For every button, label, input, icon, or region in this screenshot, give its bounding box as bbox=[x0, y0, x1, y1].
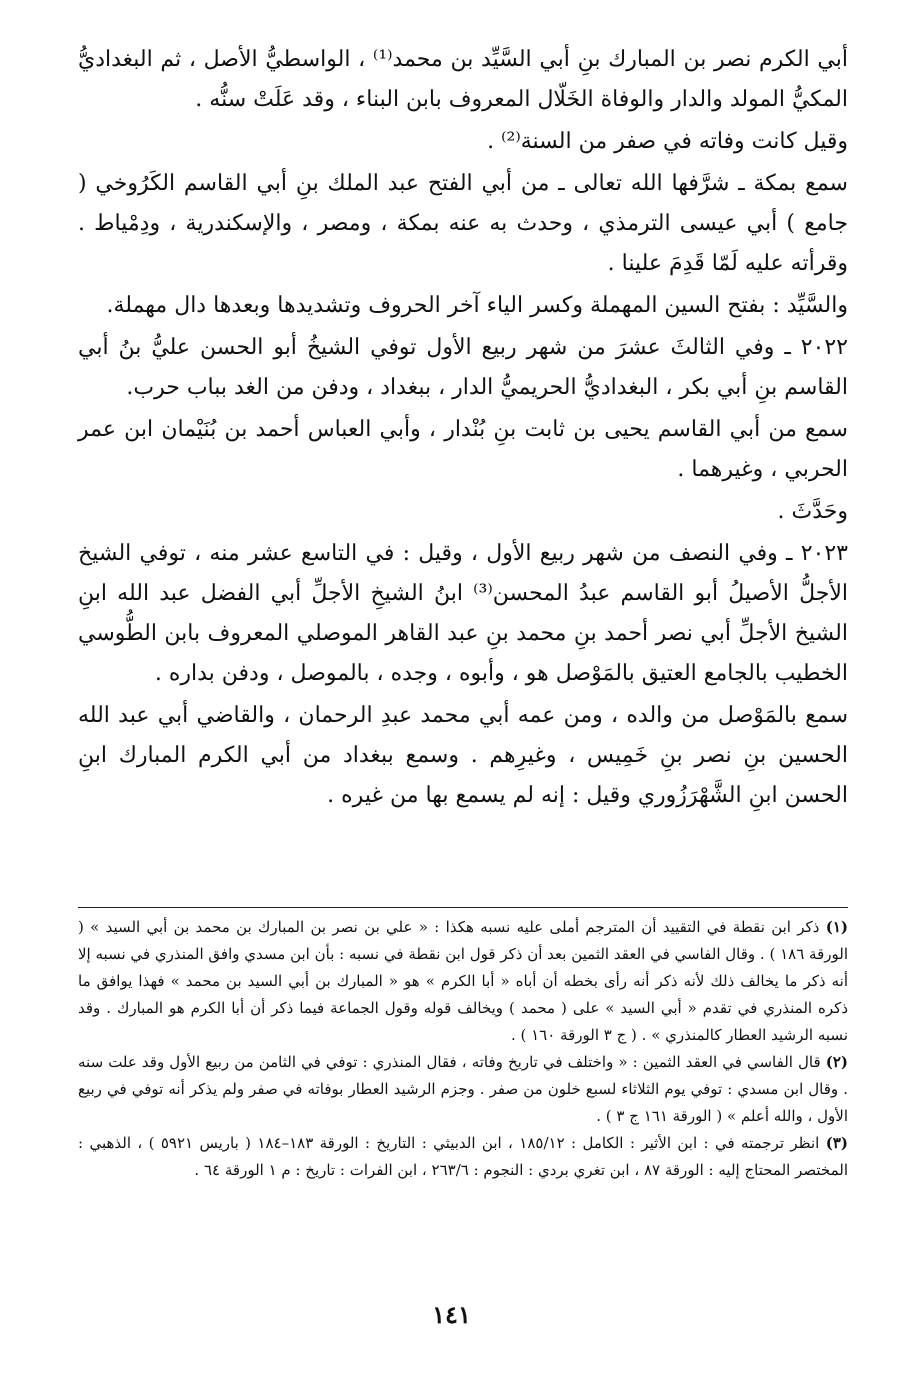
main-body bbox=[78, 40, 848, 816]
footnote-2 bbox=[78, 1049, 848, 1130]
paragraph-1: أبي الكرم نصر بن المبارك بنِ أبي السَّيِّد بن محمد⁽¹⁾ ، الواسطيُّ الأصل ، ثم البغداديُّ المكيُّ المولد والدار والوفاة الخَلّال المعروف بابن البناء ، وقد عَلَتْ سنُّه . bbox=[78, 47, 848, 112]
paragraph-7: وحَدَّثَ . bbox=[777, 499, 848, 524]
footnote-1 bbox=[78, 914, 848, 1049]
footnote-number: (١) bbox=[825, 918, 848, 936]
footnote-3 bbox=[78, 1130, 848, 1184]
paragraph-4: والسَّيِّد : بفتح السين المهملة وكسر الياء آخر الحروف وتشديدها وبعدها دال مهملة. bbox=[106, 293, 848, 318]
footnote-number: (٣) bbox=[825, 1134, 848, 1152]
entry-2022: ٢٠٢٢ ـ وفي الثالثَ عشرَ من شهر ربيع الأول توفي الشيخُ أبو الحسن عليُّ بنُ أبي القاسم بنِ أبي بكر ، البغداديُّ الحريميُّ الدار ، ببغداد ، ودفن من الغد بباب حرب. bbox=[78, 335, 848, 400]
footnote-number: (٢) bbox=[825, 1053, 848, 1071]
paragraph-3: سمع بمكة ـ شرَّفها الله تعالى ـ من أبي الفتح عبد الملك بنِ أبي القاسم الكَرُوخي ( جامع ) أبي عيسى الترمذي ، وحدث به عنه بمكة ، ومصر ، والإسكندرية ، ودِمْياط . وقرأته عليه لَمّا قَدِمَ علينا . bbox=[78, 171, 848, 276]
main-text bbox=[78, 40, 848, 816]
page-number: ١٤١ bbox=[432, 1300, 471, 1329]
footnote-text: انظر ترجمته في : ابن الأثير : الكامل : ١٨٥/١٢ ، ابن الدبيثي : التاريخ : الورقة ١٨٣–١٨٤ ( باريس ٥٩٢١ ) ، الذهبي : المختصر المحتاج إليه : الورقة ٨٧ ، ابن تغري بردي : النجوم : ٢٦٣/٦ ، ابن الفرات : تاريخ : م ١ الورقة ٦٤ . bbox=[78, 1134, 848, 1179]
footnotes bbox=[78, 914, 848, 1184]
paragraph-9: سمع بالمَوْصل من والده ، ومن عمه أبي محمد عبدِ الرحمان ، والقاضي أبي عبد الله الحسين بنِ نصر بنِ خَمِيس ، وغيرِهم . وسمع ببغداد من أبي الكرم المبارك ابنِ الحسن ابنِ الشَّهْرَزُوري وقيل : إنه لم يسمع بها من غيره . bbox=[78, 703, 848, 808]
footnote-divider bbox=[78, 907, 848, 908]
paragraph-6: سمع من أبي القاسم يحيى بن ثابت بنِ بُنْدار ، وأبي العباس أحمد بن بُنَيْمان ابن عمر الحربي ، وغيرهما . bbox=[78, 417, 848, 482]
entry-2023: ٢٠٢٣ ـ وفي النصف من شهر ربيع الأول ، وقيل : في التاسع عشر منه ، توفي الشيخ الأجلُّ الأصيلُ أبو القاسم عبدُ المحسن⁽³⁾ ابنُ الشيخِ الأجلِّ أبي الفضل عبد الله ابنِ الشيخ الأجلِّ أبي نصر أحمد بنِ محمد بنِ عبد القاهر الموصلي المعروف بابن الطُّوسي الخطيب بالجامع العتيق بالمَوْصل هو ، وأبوه ، وجده ، بالموصل ، ودفن بداره . bbox=[78, 541, 848, 686]
paragraph-2: وقيل كانت وفاته في صفر من السنة⁽²⁾ . bbox=[487, 129, 848, 154]
footnote-text: قال الفاسي في العقد الثمين : « واختلف في تاريخ وفاته ، فقال المنذري : توفي في الثامن من ربيع الأول وقد علت سنه . وقال ابن مسدي : توفي يوم الثلاثاء لسبع خلون من صفر . وجزم الرشيد العطار بوفاته في صفر ولم يذكر أنه توفي في ربيع الأول ، والله أعلم » ( الورقة ١٦١ ج ٣ ) . bbox=[78, 1053, 848, 1125]
footnote-text: ذكر ابن نقطة في التقييد أن المترجم أملى عليه نسبه هكذا : « علي بن نصر بن المبارك بن محمد بن أبي السيد » ( الورقة ١٨٦ ) . وقال الفاسي في العقد الثمين بعد أن ذكر قول ابن نقطة في نسبه : بأن ابن مسدي وافق المنذري في نسبه إلا أنه ذكر ما يخالف ذلك لأنه ذكر أنه رأى بخطه أن أباه « أبا الكرم » هو « المبارك بن أبي السيد بن محمد » فهذا يوافق ما ذكره المنذري في تقدم « أبي السيد » على ( محمد ) ويخالف قوله وقول الجماعة فيما ذكر أن أبا الكرم هو المبارك . وقد نسبه الرشيد العطار كالمنذري » . ( ج ٣ الورقة ١٦٠ ) . bbox=[78, 918, 848, 1044]
